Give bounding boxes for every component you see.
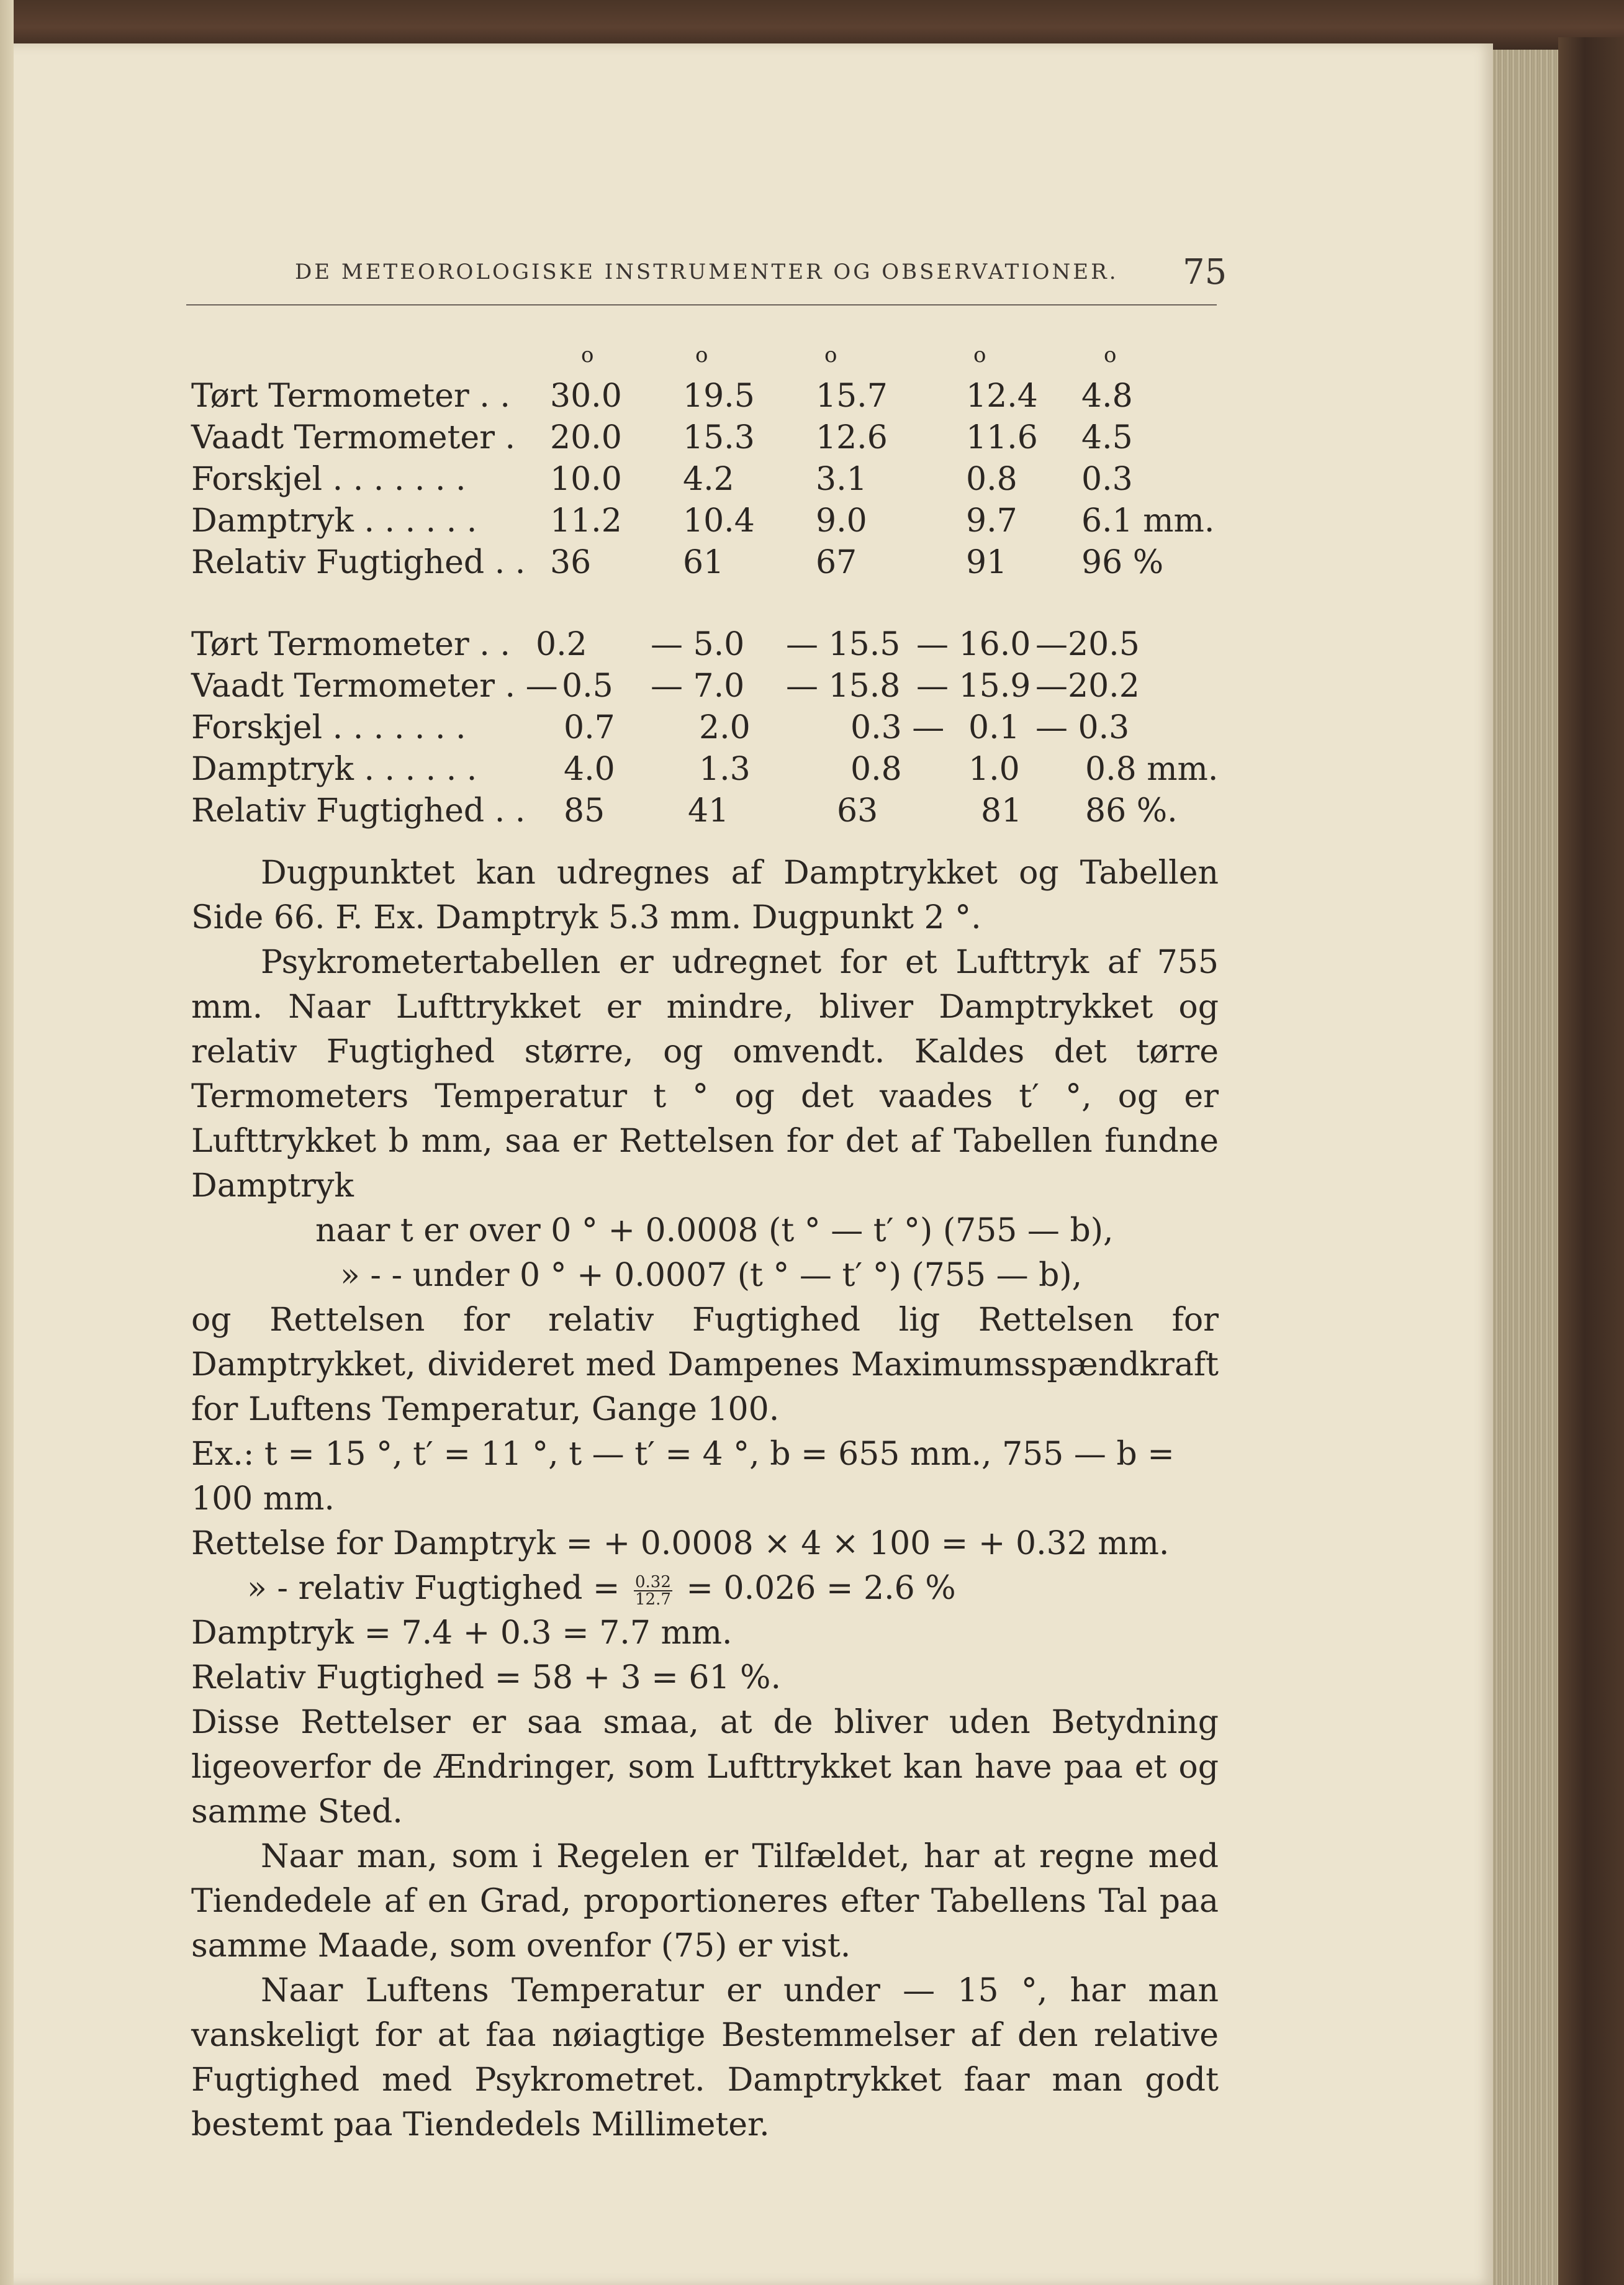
book-cover-top — [0, 0, 1624, 50]
table-cell: 0.8 — [850, 751, 902, 788]
example-line-2: Rettelse for Damptryk = + 0.0008 × 4 × 100 = + 0.32 mm. — [191, 1525, 1170, 1562]
running-head: DE METEOROLOGISKE INSTRUMENTER OG OBSERVATIONER. — [295, 260, 1119, 284]
row-label: Tørt Termometer . . — [191, 626, 510, 663]
table-cell: 4.0 — [564, 751, 615, 788]
table-cell: 15.3 — [683, 419, 755, 456]
table-cell: 1.0 — [968, 751, 1020, 788]
table-cell: 20.0 — [550, 419, 622, 456]
formula-over-zero: naar t er over 0 ° + 0.0008 (t ° — t′ °) (755 — b), — [315, 1212, 1114, 1249]
table-cell: 91 — [966, 544, 1008, 581]
table-cell: 11.2 — [550, 502, 622, 540]
table-cell: — 15.5 — [786, 626, 901, 663]
row-label: Vaadt Termometer . — [191, 419, 516, 456]
facing-page-edge — [0, 0, 14, 2285]
table-cell: 6.1 mm. — [1081, 502, 1215, 540]
table-cell: — 5.0 — [651, 626, 745, 663]
table-cell: 0.3 — — [850, 709, 945, 746]
table-cell: 30.0 — [550, 378, 622, 415]
table-cell: 67 — [816, 544, 857, 581]
example-line-4: Damptryk = 7.4 + 0.3 = 7.7 mm. — [191, 1614, 733, 1652]
degree-mark: o — [581, 343, 594, 368]
table-cell: 0.7 — [564, 709, 615, 746]
table-cell: 61 — [683, 544, 724, 581]
page-edges — [1493, 50, 1558, 2285]
table-cell: 4.8 — [1081, 378, 1133, 415]
row-label: Damptryk . . . . . . — [191, 502, 477, 540]
table-cell: 0.8 mm. — [1085, 751, 1219, 788]
table-cell: 4.2 — [683, 461, 734, 498]
table-cell: — 16.0 — [916, 626, 1031, 663]
row-label: Tørt Termometer . . — [191, 378, 510, 415]
paragraph-small-corrections: Disse Rettelser er saa smaa, at de bliver uden Betydning ligeoverfor de Ændringer, som Lufttrykket kan have paa et og samme Sted. — [191, 1704, 1219, 1830]
fraction-denominator: 12.7 — [635, 1590, 671, 1609]
table-cell: 41 — [688, 792, 729, 830]
table-cell: 10.0 — [550, 461, 622, 498]
table-cell: 63 — [837, 792, 878, 830]
row-label: Forskjel . . . . . . . — [191, 709, 466, 746]
table-cell: 0.5 — [562, 667, 613, 705]
formula-under-zero: » - - under 0 ° + 0.0007 (t ° — t′ °) (755 — b), — [340, 1257, 1083, 1294]
paragraph-dewpoint: Dugpunktet kan udregnes af Damptrykket og Tabellen Side 66. F. Ex. Damptryk 5.3 mm. Dugpunkt 2 °. — [191, 854, 1219, 936]
paragraph-pressure: Psykrometertabellen er udregnet for et Lufttryk af 755 mm. Naar Lufttrykket er mindre, bliver Damptrykket og relativ Fugtighed større, og omvendt. Kaldes det tørre Termometers Temperatur t ° og det vaades t′ °, og er Lufttrykket b mm, saa er Rettelsen for det af Tabellen fundne Damptryk — [191, 944, 1219, 1205]
table-cell: 0.3 — [1081, 461, 1133, 498]
degree-mark: o — [824, 343, 837, 368]
row-label: Forskjel . . . . . . . — [191, 461, 466, 498]
table-cell: 0.2 — [536, 626, 587, 663]
degree-mark: o — [1104, 343, 1117, 368]
row-label: Damptryk . . . . . . — [191, 751, 477, 788]
body-text — [191, 851, 1219, 2147]
table-cell: 9.7 — [966, 502, 1017, 540]
table-cell: 3.1 — [816, 461, 867, 498]
row-label: Relativ Fugtighed . . — [191, 792, 526, 830]
row-label: Relativ Fugtighed . . — [191, 544, 526, 581]
table-cell: — 15.9 — [916, 667, 1031, 705]
table-cell: — 0.3 — [1035, 709, 1130, 746]
example-line-3-prefix: » - relativ Fugtighed = — [247, 1570, 620, 1607]
header-rule — [186, 304, 1217, 305]
table-cell: 81 — [981, 792, 1022, 830]
row-label: Vaadt Termometer . — — [191, 667, 558, 705]
table-cell: 15.7 — [816, 378, 888, 415]
table-cell: 12.6 — [816, 419, 888, 456]
degree-mark: o — [695, 343, 708, 368]
table-cell: 4.5 — [1081, 419, 1133, 456]
example-line-3-suffix: = 0.026 = 2.6 % — [686, 1570, 956, 1607]
example-line-1: Ex.: t = 15 °, t′ = 11 °, t — t′ = 4 °, b = 655 mm., 755 — b = 100 mm. — [191, 1436, 1175, 1518]
table-cell: 36 — [550, 544, 592, 581]
fraction-numerator: 0.32 — [635, 1572, 671, 1591]
table-cell: 12.4 — [966, 378, 1038, 415]
table-cell: 86 %. — [1085, 792, 1178, 830]
table-cell: 9.0 — [816, 502, 867, 540]
example-line-5: Relativ Fugtighed = 58 + 3 = 61 %. — [191, 1659, 781, 1696]
degree-mark: o — [973, 343, 986, 368]
book-cover-right — [1558, 37, 1624, 2285]
table-cell: 0.1 — [968, 709, 1020, 746]
page-number: 75 — [1183, 252, 1227, 292]
table-cell: 96 % — [1081, 544, 1164, 581]
table-cell: 0.8 — [966, 461, 1017, 498]
table-cell: — 7.0 — [651, 667, 745, 705]
table-cell: 1.3 — [699, 751, 751, 788]
table-cell: 2.0 — [699, 709, 751, 746]
table-cell: — 15.8 — [786, 667, 901, 705]
fraction — [634, 1574, 672, 1608]
paragraph-correction: og Rettelsen for relativ Fugtighed lig Rettelsen for Damptrykket, divideret med Dampenes Maximumsspændkraft for Luftens Temperatur, Gange 100. — [191, 1301, 1219, 1428]
table-cell: —20.2 — [1035, 667, 1140, 705]
table-cell: 10.4 — [683, 502, 755, 540]
example-line-3 — [191, 1566, 1219, 1611]
table-cell: 19.5 — [683, 378, 755, 415]
table-cell: —20.5 — [1035, 626, 1140, 663]
paragraph-tenths: Naar man, som i Regelen er Tilfældet, har at regne med Tiendedele af en Grad, proportioneres efter Tabellens Tal paa samme Maade, som ovenfor (75) er vist. — [191, 1838, 1219, 1965]
paragraph-low-temperature: Naar Luftens Temperatur er under — 15 °, har man vanskeligt for at faa nøiagtige Bestemmelser af den relative Fugtighed med Psykrometret. Damptrykket faar man godt bestemt paa Tiendedels Millimeter. — [191, 1972, 1219, 2143]
table-cell: 11.6 — [966, 419, 1038, 456]
table-cell: 85 — [564, 792, 605, 830]
